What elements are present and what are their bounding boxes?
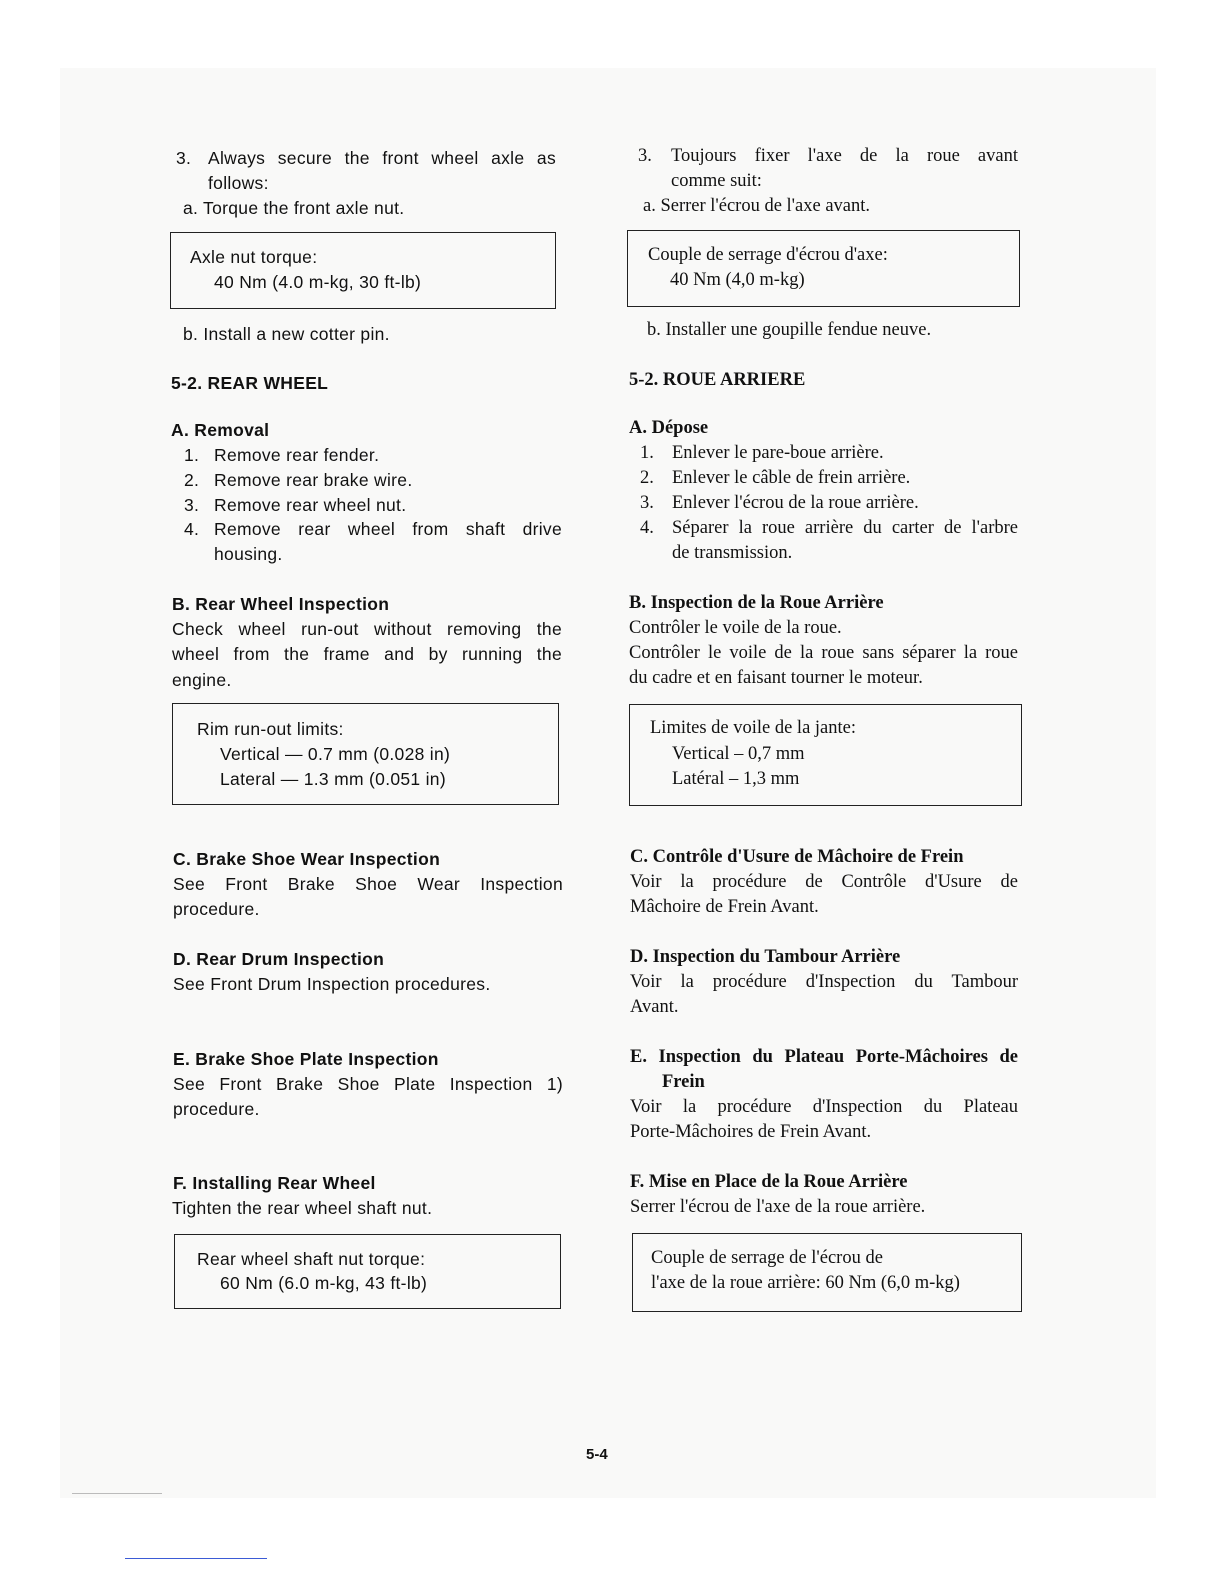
removal-step-4: Remove rear wheel from shaft drive bbox=[214, 519, 562, 539]
install-heading: F. Installing Rear Wheel bbox=[173, 1173, 376, 1193]
fr-axle-torque-value: 40 Nm (4,0 m-kg) bbox=[670, 270, 805, 290]
shoe-wear-heading: C. Brake Shoe Wear Inspection bbox=[173, 849, 441, 869]
fr-removal-step-1-number: 1. bbox=[640, 443, 654, 463]
fr-wheel-inspection-heading: B. Inspection de la Roue Arrière bbox=[629, 593, 884, 613]
fr-runout-limits-box bbox=[629, 704, 1022, 806]
removal-step-2-number: 2. bbox=[184, 470, 200, 490]
fr-drum-line-2: Avant. bbox=[630, 997, 679, 1017]
runout-vertical: Vertical — 0.7 mm (0.028 in) bbox=[220, 744, 451, 764]
fr-step-3-text-cont: comme suit: bbox=[671, 171, 762, 191]
fr-step-3b-text: b. Installer une goupille fendue neuve. bbox=[647, 320, 932, 340]
fr-removal-step-3: Enlever l'écrou de la roue arrière. bbox=[672, 493, 919, 513]
fr-wheel-inspection-line-2: Contrôler le voile de la roue sans séparer la roue bbox=[629, 643, 1018, 663]
step-3-text-cont: follows: bbox=[208, 173, 269, 193]
runout-limits-title: Rim run-out limits: bbox=[197, 719, 344, 739]
scan-rule-blue bbox=[125, 1558, 267, 1559]
fr-shoe-plate-heading-cont: Frein bbox=[662, 1072, 705, 1092]
drum-heading: D. Rear Drum Inspection bbox=[173, 949, 385, 969]
step-3a-text: a. Torque the front axle nut. bbox=[183, 198, 405, 218]
removal-heading: A. Removal bbox=[171, 420, 270, 440]
shaft-nut-torque-title: Rear wheel shaft nut torque: bbox=[197, 1249, 426, 1269]
wheel-inspection-line-2: wheel from the frame and by running the bbox=[172, 644, 562, 664]
fr-removal-step-4-cont: de transmission. bbox=[672, 543, 793, 563]
fr-runout-lateral: Latéral – 1,3 mm bbox=[672, 769, 800, 789]
fr-step-3a-text: a. Serrer l'écrou de l'axe avant. bbox=[643, 196, 871, 216]
axle-torque-title: Axle nut torque: bbox=[190, 247, 318, 267]
fr-wheel-inspection-line-1: Contrôler le voile de la roue. bbox=[629, 618, 842, 638]
page-number: 5-4 bbox=[586, 1446, 608, 1463]
shoe-wear-line-2: procedure. bbox=[173, 899, 260, 919]
fr-shoe-plate-heading: E. Inspection du Plateau Porte-Mâchoires de bbox=[630, 1047, 1018, 1067]
fr-step-3-number: 3. bbox=[638, 146, 652, 166]
shoe-wear-line-1: See Front Brake Shoe Wear Inspection bbox=[173, 874, 563, 894]
removal-step-1-number: 1. bbox=[184, 445, 200, 465]
step-3-text: Always secure the front wheel axle as bbox=[208, 148, 556, 168]
fr-removal-step-1: Enlever le pare-boue arrière. bbox=[672, 443, 884, 463]
fr-shaft-nut-torque-box bbox=[632, 1233, 1022, 1312]
fr-removal-step-3-number: 3. bbox=[640, 493, 654, 513]
fr-shoe-plate-line-1: Voir la procédure d'Inspection du Plateau bbox=[630, 1097, 1018, 1117]
axle-torque-box bbox=[170, 232, 556, 309]
fr-runout-vertical: Vertical – 0,7 mm bbox=[672, 744, 805, 764]
wheel-inspection-heading: B. Rear Wheel Inspection bbox=[172, 594, 390, 614]
drum-line-1: See Front Drum Inspection procedures. bbox=[173, 974, 491, 994]
fr-step-3-text: Toujours fixer l'axe de la roue avant bbox=[671, 146, 1018, 166]
fr-shoe-wear-heading: C. Contrôle d'Usure de Mâchoire de Frein bbox=[630, 847, 964, 867]
shaft-nut-torque-value: 60 Nm (6.0 m-kg, 43 ft-lb) bbox=[220, 1273, 428, 1293]
wheel-inspection-line-1: Check wheel run-out without removing the bbox=[172, 619, 562, 639]
shoe-plate-heading: E. Brake Shoe Plate Inspection bbox=[173, 1049, 439, 1069]
axle-torque-value: 40 Nm (4.0 m-kg, 30 ft-lb) bbox=[214, 272, 422, 292]
runout-limits-box bbox=[172, 703, 559, 805]
fr-drum-line-1: Voir la procédure d'Inspection du Tambour bbox=[630, 972, 1018, 992]
removal-step-4-number: 4. bbox=[184, 519, 200, 539]
fr-removal-step-2: Enlever le câble de frein arrière. bbox=[672, 468, 911, 488]
fr-removal-step-4-number: 4. bbox=[640, 518, 654, 538]
fr-axle-torque-title: Couple de serrage d'écrou d'axe: bbox=[648, 245, 888, 265]
fr-removal-step-2-number: 2. bbox=[640, 468, 654, 488]
fr-shoe-wear-line-1: Voir la procédure de Contrôle d'Usure de bbox=[630, 872, 1018, 892]
fr-shoe-wear-line-2: Mâchoire de Frein Avant. bbox=[630, 897, 819, 917]
fr-section-heading: 5-2. ROUE ARRIERE bbox=[629, 370, 806, 390]
removal-step-1: Remove rear fender. bbox=[214, 445, 380, 465]
section-heading: 5-2. REAR WHEEL bbox=[171, 373, 329, 393]
removal-step-2: Remove rear brake wire. bbox=[214, 470, 413, 490]
fr-shaft-nut-torque-line-1: Couple de serrage de l'écrou de bbox=[651, 1248, 883, 1268]
shoe-plate-line-1: See Front Brake Shoe Plate Inspection 1) bbox=[173, 1074, 563, 1094]
fr-install-heading: F. Mise en Place de la Roue Arrière bbox=[630, 1172, 908, 1192]
fr-removal-step-4: Séparer la roue arrière du carter de l'arbre bbox=[672, 518, 1018, 538]
install-line-1: Tighten the rear wheel shaft nut. bbox=[172, 1198, 433, 1218]
wheel-inspection-line-3: engine. bbox=[172, 670, 232, 690]
shaft-nut-torque-box bbox=[174, 1234, 561, 1309]
removal-step-4-cont: housing. bbox=[214, 544, 283, 564]
fr-wheel-inspection-line-3: du cadre et en faisant tourner le moteur. bbox=[629, 668, 923, 688]
fr-install-line-1: Serrer l'écrou de l'axe de la roue arrière. bbox=[630, 1197, 926, 1217]
fr-removal-heading: A. Dépose bbox=[629, 418, 709, 438]
removal-step-3-number: 3. bbox=[184, 495, 200, 515]
fr-axle-torque-box bbox=[627, 230, 1020, 307]
fr-drum-heading: D. Inspection du Tambour Arrière bbox=[630, 947, 901, 967]
runout-lateral: Lateral — 1.3 mm (0.051 in) bbox=[220, 769, 446, 789]
step-3-number: 3. bbox=[176, 148, 192, 168]
fr-runout-limits-title: Limites de voile de la jante: bbox=[650, 718, 857, 738]
step-3b-text: b. Install a new cotter pin. bbox=[183, 324, 390, 344]
fr-shaft-nut-torque-line-2: l'axe de la roue arrière: 60 Nm (6,0 m-kg) bbox=[651, 1273, 960, 1293]
shoe-plate-line-2: procedure. bbox=[173, 1099, 260, 1119]
fr-shoe-plate-line-2: Porte-Mâchoires de Frein Avant. bbox=[630, 1122, 872, 1142]
scan-rule-gray bbox=[72, 1493, 162, 1494]
removal-step-3: Remove rear wheel nut. bbox=[214, 495, 407, 515]
